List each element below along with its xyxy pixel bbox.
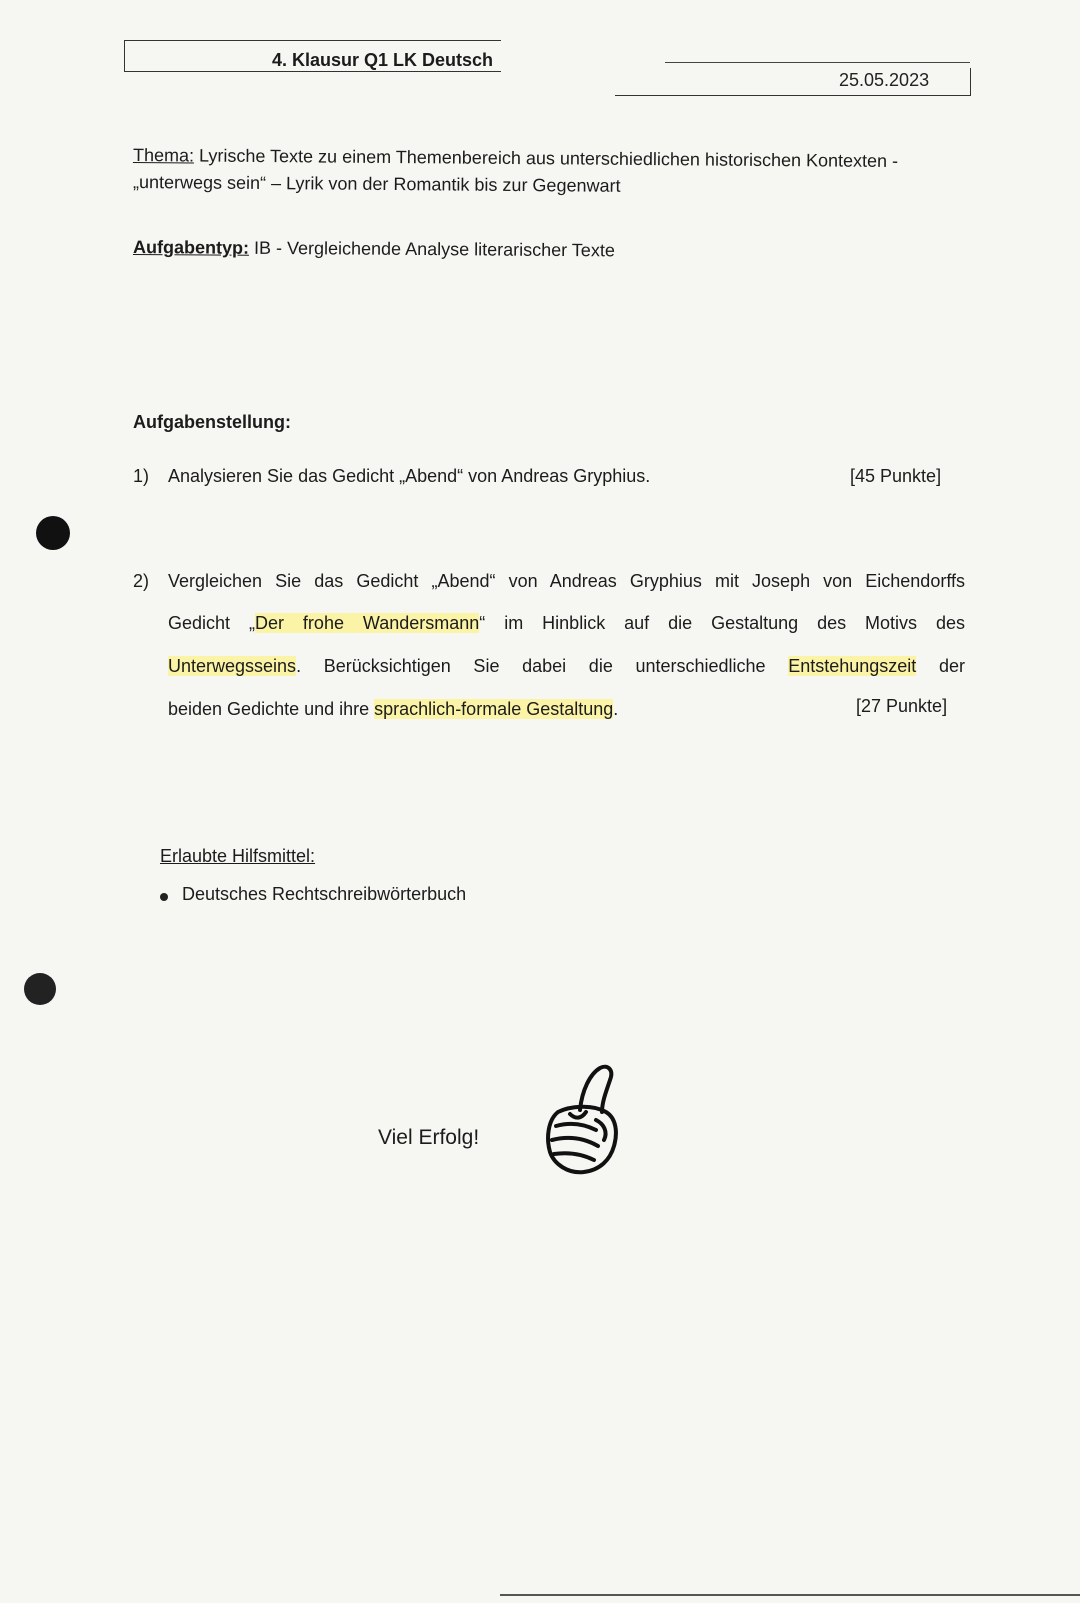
- task-type-line: [133, 237, 615, 261]
- task2-line-2: [168, 613, 965, 634]
- aids-item: Deutsches Rechtschreibwörterbuch: [182, 884, 467, 904]
- task2-line-3-b: der: [916, 656, 965, 676]
- task2-line-4: [168, 699, 618, 720]
- topic-text-1: Lyrische Texte zu einem Themenbereich aus unterschiedlichen historischen Kontexten -: [198, 145, 899, 172]
- task1-points: [45 Punkte]: [850, 466, 942, 486]
- highlight-entstehungszeit: Entstehungszeit: [788, 656, 917, 676]
- header-date-line: [665, 62, 970, 63]
- highlight-unterwegsseins: Unterwegsseins: [168, 656, 297, 676]
- task-type-label: Aufgabentyp:: [132, 237, 250, 258]
- thumbs-up-icon: [540, 1060, 630, 1190]
- topic-line-1: [133, 145, 898, 172]
- assignment-heading: Aufgabenstellung:: [133, 412, 291, 432]
- task2-line-4-b: .: [613, 699, 619, 719]
- task1-number: 1): [133, 466, 150, 486]
- exam-title: 4. Klausur Q1 LK Deutsch: [272, 50, 494, 70]
- topic-label: Thema:: [132, 145, 195, 166]
- bullet-icon: [160, 893, 168, 901]
- task2-line-3: [168, 656, 965, 677]
- aids-heading: Erlaubte Hilfsmittel:: [160, 846, 316, 866]
- task2-line-2-b: “ im Hinblick auf die Gestaltung des Motivs des: [479, 613, 966, 633]
- exam-date: 25.05.2023: [839, 70, 930, 90]
- punch-hole-bottom: [24, 973, 56, 1005]
- task-type-text: IB - Vergleichende Analyse literarischer Texte: [253, 237, 615, 261]
- topic-line-2: „unterwegs sein“ – Lyrik von der Romantik bis zur Gegenwart: [132, 172, 621, 196]
- page-edge-line: [500, 1594, 1080, 1596]
- highlight-formal: sprachlich-formale Gestaltung: [374, 699, 614, 719]
- task1-text: Analysieren Sie das Gedicht „Abend“ von Andreas Gryphius.: [168, 466, 651, 486]
- task2-line-1: Vergleichen Sie das Gedicht „Abend“ von Andreas Gryphius mit Joseph von Eichendorffs: [168, 571, 965, 591]
- task2-points: [27 Punkte]: [856, 696, 948, 716]
- closing-text: Viel Erfolg!: [378, 1126, 480, 1149]
- highlight-poem-title: Der frohe Wandersmann: [254, 613, 480, 633]
- task2-line-3-a: . Berücksichtigen Sie dabei die unterschiedliche: [296, 656, 789, 676]
- punch-hole-top: [36, 516, 70, 550]
- task2-number: 2): [133, 571, 150, 591]
- task2-line-2-a: Gedicht „: [168, 613, 255, 633]
- task2-line-4-a: beiden Gedichte und ihre: [168, 699, 375, 719]
